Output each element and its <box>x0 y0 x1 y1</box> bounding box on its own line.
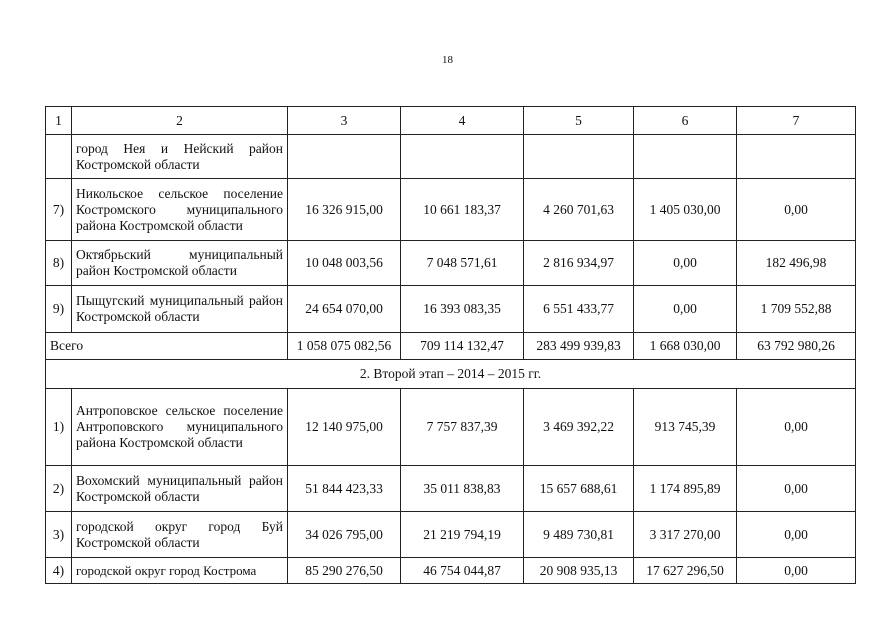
value-col5: 9 489 730,81 <box>524 512 634 558</box>
funding-table <box>45 106 856 584</box>
table-row <box>46 179 856 241</box>
value-col3: 16 326 915,00 <box>288 179 401 241</box>
total-col5: 283 499 939,83 <box>524 333 634 360</box>
table-row <box>46 512 856 558</box>
value-col6: 1 405 030,00 <box>634 179 737 241</box>
municipality-name: городской округ город Буй Костромской области <box>72 512 288 558</box>
value-col4: 10 661 183,37 <box>401 179 524 241</box>
row-number: 3) <box>46 512 72 558</box>
value-col5: 6 551 433,77 <box>524 286 634 333</box>
value-col6: 3 317 270,00 <box>634 512 737 558</box>
header-cell-5: 5 <box>524 107 634 135</box>
value-col3: 51 844 423,33 <box>288 466 401 512</box>
section-row <box>46 360 856 389</box>
value-col6: 0,00 <box>634 286 737 333</box>
value-col4: 35 011 838,83 <box>401 466 524 512</box>
total-col7: 63 792 980,26 <box>737 333 856 360</box>
total-col3: 1 058 075 082,56 <box>288 333 401 360</box>
value-col3: 24 654 070,00 <box>288 286 401 333</box>
total-label: Всего <box>46 333 288 360</box>
municipality-name: городской округ город Кострома <box>72 558 288 584</box>
header-cell-4: 4 <box>401 107 524 135</box>
row-number <box>46 135 72 179</box>
value-col7: 0,00 <box>737 466 856 512</box>
value-col4: 7 757 837,39 <box>401 389 524 466</box>
value-col7: 0,00 <box>737 558 856 584</box>
value-col6: 1 174 895,89 <box>634 466 737 512</box>
value-col3: 34 026 795,00 <box>288 512 401 558</box>
row-number: 4) <box>46 558 72 584</box>
header-cell-6: 6 <box>634 107 737 135</box>
row-number: 1) <box>46 389 72 466</box>
value-col7: 1 709 552,88 <box>737 286 856 333</box>
municipality-name: Антроповское сельское поселение Антроповского муниципального района Костромской области <box>72 389 288 466</box>
municipality-name: Октябрьский муниципальный район Костромской области <box>72 241 288 286</box>
table-row <box>46 389 856 466</box>
value-col7: 182 496,98 <box>737 241 856 286</box>
total-row <box>46 333 856 360</box>
value-col7: 0,00 <box>737 512 856 558</box>
value-col5: 2 816 934,97 <box>524 241 634 286</box>
value-col3: 12 140 975,00 <box>288 389 401 466</box>
header-cell-2: 2 <box>72 107 288 135</box>
value-col3: 10 048 003,56 <box>288 241 401 286</box>
header-cell-1: 1 <box>46 107 72 135</box>
row-number: 8) <box>46 241 72 286</box>
total-col6: 1 668 030,00 <box>634 333 737 360</box>
value-col5: 3 469 392,22 <box>524 389 634 466</box>
municipality-name: Вохомский муниципальный район Костромской области <box>72 466 288 512</box>
row-number: 7) <box>46 179 72 241</box>
value-col7: 0,00 <box>737 389 856 466</box>
value-col6: 0,00 <box>634 241 737 286</box>
header-cell-3: 3 <box>288 107 401 135</box>
table-row <box>46 286 856 333</box>
value-col5: 20 908 935,13 <box>524 558 634 584</box>
value-col6: 913 745,39 <box>634 389 737 466</box>
value-col4: 7 048 571,61 <box>401 241 524 286</box>
value-col3: 85 290 276,50 <box>288 558 401 584</box>
table-row <box>46 241 856 286</box>
value-col4: 21 219 794,19 <box>401 512 524 558</box>
section-title: 2. Второй этап – 2014 – 2015 гг. <box>46 360 856 389</box>
page-number: 18 <box>442 54 453 66</box>
municipality-name: город Нея и Нейский район Костромской области <box>72 135 288 179</box>
row-number: 2) <box>46 466 72 512</box>
municipality-name: Пыщугский муниципальный район Костромской области <box>72 286 288 333</box>
municipality-name: Никольское сельское поселение Костромского муниципального района Костромской области <box>72 179 288 241</box>
table-row <box>46 466 856 512</box>
row-number: 9) <box>46 286 72 333</box>
value-col4: 16 393 083,35 <box>401 286 524 333</box>
value-col7: 0,00 <box>737 179 856 241</box>
total-col4: 709 114 132,47 <box>401 333 524 360</box>
value-col4: 46 754 044,87 <box>401 558 524 584</box>
header-cell-7: 7 <box>737 107 856 135</box>
value-col6: 17 627 296,50 <box>634 558 737 584</box>
header-row <box>46 107 856 135</box>
table-row <box>46 135 856 179</box>
table-row <box>46 558 856 584</box>
value-col5: 15 657 688,61 <box>524 466 634 512</box>
value-col5: 4 260 701,63 <box>524 179 634 241</box>
